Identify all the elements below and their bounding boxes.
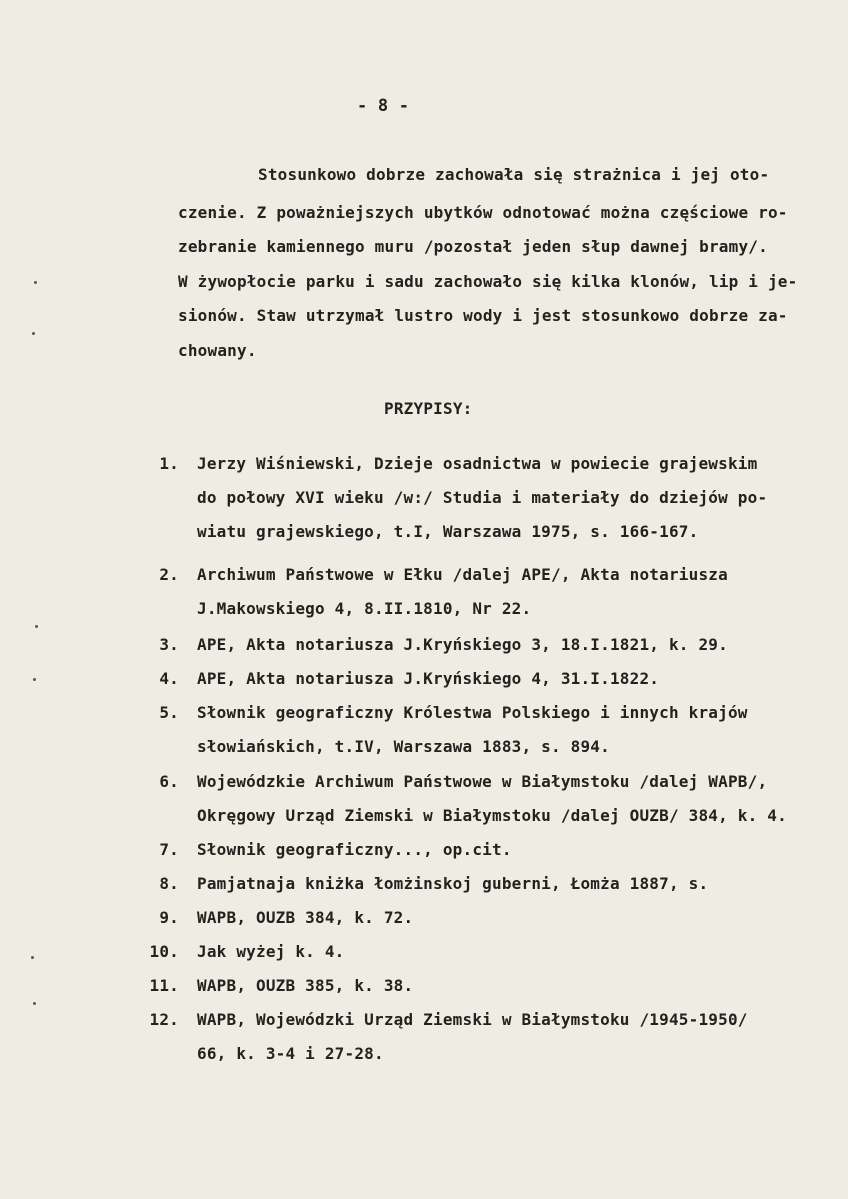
footnote-number: 12. [149,1010,179,1029]
footnote-line: WAPB, Wojewódzki Urząd Ziemski w Białymstoku /1945-1950/ [197,1010,748,1029]
margin-dot [31,956,34,959]
footnote-line: APE, Akta notariusza J.Kryńskiego 4, 31.I.1822. [197,669,660,688]
paragraph-line: W żywopłocie parku i sadu zachowało się kilka klonów, lip i je- [178,272,798,291]
footnote-number: 2. [159,565,179,584]
footnote-line: do połowy XVI wieku /w:/ Studia i materiały do dziejów po- [197,488,768,507]
paragraph-line: zebranie kamiennego muru /pozostał jeden słup dawnej bramy/. [178,237,768,256]
footnote-number: 3. [159,635,179,654]
paragraph-line: sionów. Staw utrzymał lustro wody i jest stosunkowo dobrze za- [178,306,788,325]
margin-dot [33,1002,36,1005]
footnote-line: słowiańskich, t.IV, Warszawa 1883, s. 894. [197,737,610,756]
footnote-number: 10. [149,942,179,961]
footnote-line: J.Makowskiego 4, 8.II.1810, Nr 22. [197,599,532,618]
footnote-line: Słownik geograficzny..., op.cit. [197,840,512,859]
footnote-number: 6. [159,772,179,791]
footnote-line: Słownik geograficzny Królestwa Polskiego i innych krajów [197,703,748,722]
footnote-line: Jak wyżej k. 4. [197,942,345,961]
footnote-number: 7. [159,840,179,859]
margin-dot [35,625,38,628]
margin-dot [34,281,37,284]
footnote-number: 11. [149,976,179,995]
footnote-number: 5. [159,703,179,722]
footnote-line: WAPB, OUZB 385, k. 38. [197,976,414,995]
footnote-line: APE, Akta notariusza J.Kryńskiego 3, 18.I.1821, k. 29. [197,635,728,654]
footnote-number: 1. [159,454,179,473]
footnote-line: wiatu grajewskiego, t.I, Warszawa 1975, s. 166-167. [197,522,699,541]
margin-dot [33,678,36,681]
footnote-line: 66, k. 3-4 i 27-28. [197,1044,384,1063]
footnote-line: Wojewódzkie Archiwum Państwowe w Białymstoku /dalej WAPB/, [197,772,768,791]
margin-dot [32,332,35,335]
footnote-number: 9. [159,908,179,927]
footnote-line: Pamjatnaja kniżka łomżinskoj guberni, Łomża 1887, s. [197,874,709,893]
footnote-number: 8. [159,874,179,893]
footnote-number: 4. [159,669,179,688]
footnote-line: Archiwum Państwowe w Ełku /dalej APE/, Akta notariusza [197,565,728,584]
paragraph-line: czenie. Z poważniejszych ubytków odnotować można częściowe ro- [178,203,788,222]
paragraph-line: chowany. [178,341,257,360]
paragraph-line: Stosunkowo dobrze zachowała się strażnica i jej oto- [258,165,770,184]
footnote-line: WAPB, OUZB 384, k. 72. [197,908,414,927]
footnotes-heading: PRZYPISY: [384,399,473,418]
footnote-line: Jerzy Wiśniewski, Dzieje osadnictwa w powiecie grajewskim [197,454,758,473]
page-number: - 8 - [357,96,410,116]
footnote-line: Okręgowy Urząd Ziemski w Białymstoku /dalej OUZB/ 384, k. 4. [197,806,787,825]
